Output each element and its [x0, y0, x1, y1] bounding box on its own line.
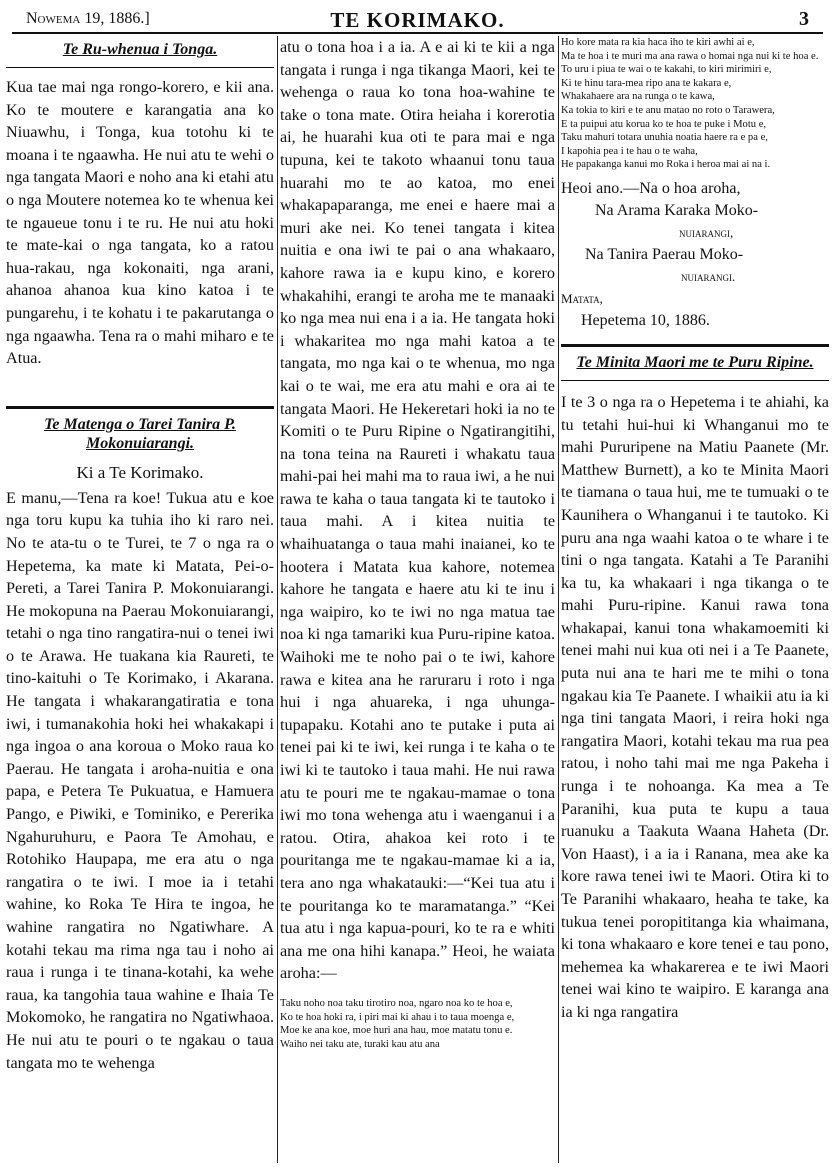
- poem-line: Ho kore mata ra kia haca iho te kiri awhi ai e,: [561, 37, 755, 48]
- article-paragraph: atu o tona hoa i a ia. A e ai ki te kii a nga tangata i runga i nga tikanga Maori, kei te wehenga o raua ko tona hoa-wahine te take o tona mate. Otira heiaha i korerotia ai, he huarahi kua oti te para mai e nga tupuna, kei te takoto whaanui tonu taua huarahi mo te ao katoa, mo enei whakapaparanga, me enei e haere mai a muri ake nei. Ko tenei tangata i kitea nuitia e ona iwi te pai o ana whakaaro, kahore rawa ia e kupu kino, e korero whakahihi, erangi te aroha me te manaaki ko nga mea nui ena i a ia. He tangata hoki i whakaritea mo nga mahi katoa a te tangata, mo nga kai o te whenua, mo nga kai o te wai, me era atu mahi e ora ai te tangata Maori. He Hekeretari hoki ia no te Komiti o te Puru Ripine o Ngatirangitihi, na tona teina na Raureti i whakatu taua mahi-pai hei mahi ma to raua iwi, a he nui rawa te kaha o taua tangata ki te tautoko i taua mahi. A i kitea nuitia te whaihuatanga o taua mahi inaianei, ko te hootera i Matata kua kahore, notemea kahore he tangata e haere atu ki te inu i nga waipiro, ko te iwi no nga matua tae noa ki nga tamariki kua Puru-ripine katoa. Waihoki me te noho pai o te iwi, kahore rawa e kitea ana he raruraru i roto i nga hui i nga ahuareka, i nga uhunga-tupapaku. Kotahi ano te putake i puta ai tenei pai ki te iwi, kei runga i te kaha o te iwi ki te tautoko i taua mahi. He nui rawa atu te pouri me te ngakau-mamae o tona iwi mo tona wehenga atu i waenganui i a ratou. Otira, ahakoa kei roto i te pouritanga me te ngakau-mamae ki a ia, tera ano nga whakatauki:—“Kei tua atu i te pouritanga ko te maramatanga.” “Kei tua atu i nga kapua-pouri, ko te ra e whiti ana me ona hihi kanapa.” Heoi, he waiata aroha:—: [280, 38, 555, 983]
- article-paragraph: E manu,—Tena ra koe! Tukua atu e koe nga toru kupu ka tuhia iho ki raro nei. No te ata-tu o te Turei, te 7 o nga ra o Hepetema, ka mate ki Matata, Pei-o-Pereti, a Tarei Tanira P. Mokonuiarangi. He mokopuna na Paerau Mokonuiarangi, tetahi o nga tino rangatira-nui o tenei iwi o te Arawa. He tuakana kia Raureti, te tino-kaituhi o Te Korimako, i Akarana. He tangata i whakarangatiratia e tona iwi, i tumanakohia hoki hei whakakapi i nga ingoa o ana koroua o Moko raua ko Paerau. He tangata i aroha-nuitia e ona papa, e Petera Te Pukuatua, e Hamuera Pango, e Piwiki, e Tominiko, e Pererika Ngahuruhuru, e Paora Te Amohau, e Rotohiko Haupapa, me era atu o nga rangatira o te iwi. I moe ia i tetahi wahine, ko Roka Te Hira te ingoa, he wahine rangatira no Ngatiwhare. A kotahi tekau ma rima nga tau i noho ai raua i runga i te tinana-kotahi, ka wehe raua, ka tangohia taua wahine e Ihaia Te Mokomoko, he rangatira no Ngatiwhaoa. He nui atu te pouri o te ngakau o taua tangata mo te wehenga: [6, 488, 274, 1072]
- lament-poem: [280, 997, 555, 1051]
- signatory-name: nuiarangi,: [679, 224, 734, 240]
- poem-line: Taku noho noa taku tirotiro noa, ngaro noa ko te hoa e,: [280, 997, 513, 1009]
- signature-block: [561, 178, 829, 332]
- column-1: [6, 36, 274, 1163]
- signatory-name: nuiarangi.: [681, 268, 736, 284]
- salutation: Ki a Te Korimako.: [76, 462, 204, 482]
- column-3: [561, 36, 829, 1163]
- poem-line: He papakanga kanui mo Roka i heroa mai ai na i.: [561, 159, 771, 171]
- closing-line: Heoi ano.—Na o hoa aroha,: [561, 179, 741, 197]
- divider: [6, 406, 274, 409]
- article-paragraph: Kua tae mai nga rongo-korero, e kii ana. Ko te moutere e karangatia ana ko Niuawhu, i Tonga, kua totohu ki te moana i te ngaawha. He nui atu te wehi o nga tangata Maori e noho ana ki etahi atu o nga Moutere notemea ko te whenua kei te ngaueue tonu i te ru. He nui atu hoki te mate-kai o nga tangata, ko a ratou hua-rakau, nga kokonaiti, nga arani, ahanoa ahanoa kua kino katoa i te pungarehu, i te kohatu i te pakarutanga o nga ngaawha. Tena ra o mahi miharo e te Atua.: [6, 78, 274, 368]
- column-rule: [558, 36, 559, 1163]
- poem-line: Moe ke ana koe, moe huri ana hau, moe matatu tonu e.: [280, 1025, 513, 1037]
- letter-place: Matata,: [561, 290, 603, 306]
- column-2: [280, 36, 555, 1163]
- poem-line: To uru i piua te wai o te kakahi, to kiri mirimiri e,: [561, 64, 772, 76]
- article-paragraph: I te 3 o nga ra o Hepetema i te ahiahi, ka tu tetahi hui-hui ki Whanganui mo te mahi Pururipene na Matiu Paanete (Mr. Matthew Burnett), a ko te Minita Maori te tiamana o taua hui, me te tumuaki o te Kaunihera o Whanganui i te tautoko. Ki puru ana nga waahi katoa o te whare i te tini o nga tangata. Katahi a Te Paranihi ka tu, ka whakaari i nga tikanga o te mahi Puru-ripine. Kanui rawa tona whakapai, kanui tona whakamoemiti ki tenei mahi nui kua oti nei i a Te Paanete, puta nui ana te hari me te mihi o tona ngakau kia Te Paanete. I whaikii atu ia ki nga tini tangata Maori, i reira hoki nga rangatira Maori, kotahi tekau ma rua pea ratou, i noho tahi mai me nga Pakeha i runga i te nohoanga. Ka mea a Te Paranihi, kua puta te kupu a taua ruanuku a Taakuta Waana Haheta (Dr. Von Haast), i a ia i Ranana, mea ake ka kore rawa tenei iwi te Maori. Otira ki to Te Paranihi whakaaro, heaha te take, ka tukua tenei poropititanga kia whaimana, ki tona whakaaro e kore tenei e tau pono, mehemea ka whakarerea e te iwi Maori tenei wai kino te waipiro. E karanga ana ia ki nga rangatira: [561, 392, 829, 1021]
- article-heading: Te Minita Maori me te Puru Ripine.: [576, 353, 814, 371]
- poem-line: Whakahaere ara na runga o te kawa,: [561, 91, 715, 103]
- article-heading: Te Matenga o Tarei Tanira P. Mokonuiarangi.: [44, 415, 236, 452]
- newspaper-title: TE KORIMAKO.: [330, 8, 505, 32]
- poem-line: E ta puipui atu korua ko te hoa te puke i Motu e,: [561, 118, 767, 130]
- poem-line: I kapohia pea i te hau o te waha,: [561, 145, 698, 157]
- poem-line: Ma te hoa i te muri ma ana rawa o homai nga nui ki te hoa e.: [561, 50, 819, 62]
- lament-poem: [561, 36, 829, 172]
- divider: [561, 380, 829, 381]
- poem-line: Waiho nei taku ate, turaki kau atu ana: [280, 1038, 440, 1050]
- issue-date: Nowema 19, 1886.]: [26, 10, 150, 27]
- poem-line: Ka tokia to kiri e te anu matao no roto o Tarawera,: [561, 104, 775, 116]
- article-heading: Te Ru-whenua i Tonga.: [62, 41, 218, 58]
- signatory-name: Na Arama Karaka Moko-: [595, 201, 759, 219]
- divider: [6, 67, 274, 68]
- signatory-name: Na Tanira Paerau Moko-: [585, 245, 744, 263]
- letter-date: Hepetema 10, 1886.: [581, 311, 710, 329]
- masthead: [12, 6, 823, 34]
- poem-line: Ko te hoa hoki ra, i piri mai ki ahau i to taua moenga e,: [280, 1011, 515, 1023]
- page-number: 3: [799, 8, 809, 30]
- divider: [561, 344, 829, 347]
- column-rule: [277, 36, 278, 1163]
- poem-line: Ki te hinu tara-mea ripo ana te kakara e,: [561, 77, 732, 89]
- poem-line: Taku mahuri totara unuhia noatia haere ra e pa e,: [561, 132, 768, 144]
